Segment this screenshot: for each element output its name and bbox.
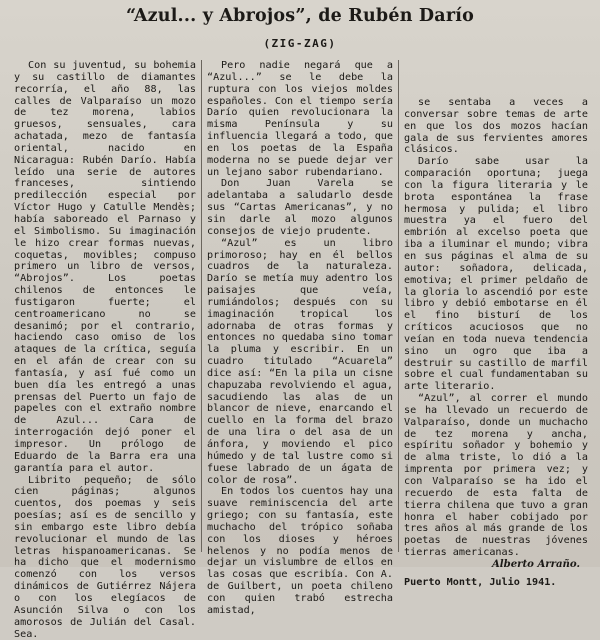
paragraph: En todos los cuentos hay una suave reminiscencia del arte griego; con su fantasía, este muchacho del trópico soñaba con los dioses y héroes helenos y no podía menos de dejar un vislumbre de ellos en las cosas que escribía. Con A. de Guilbert, un poeta chileno con quien trabó estrecha amistad, (207, 486, 393, 616)
column-divider (398, 60, 399, 552)
dateline: Puerto Montt, Julio 1941. (404, 576, 557, 588)
paragraph: Pero nadie negará que a “Azul...” se le debe la ruptura con los viejos moldes españoles. Con el tiempo sería Darío quien revolucionara la misma Península y su influencia llegará a todo, que en los poetas de la España moderna no se puede dejar ver un lejano sabor rubendariano. (207, 60, 393, 178)
column-divider (201, 60, 202, 552)
paragraph: Darío sabe usar la comparación oportuna; juega con la figura literaria y le brota espontánea la frase hermosa y pulida; el libro muestra ya el fuero del embrión al excelso poeta que iba a iluminar el mundo; vibra en sus páginas el alma de su autor: soñadora, delicada, emotiva; el primer peldaño de la gloria lo ascendió por este libro y debió embotarse en él el fino bisturí de los críticos acuciosos que no veían en toda nueva tendencia sino un ogro que iba a destruir su castillo de marfil sobre el cual fundamentaban su arte literario. (404, 156, 588, 393)
column-2 (207, 60, 393, 616)
column-1 (14, 60, 196, 640)
paragraph: “Azul” es un libro primoroso; hay en él bellos cuadros de la naturaleza. Darío se metía muy adentro los paisajes que veía, rumiándolos; después con su imaginación tropical los adornaba de otras formas y entonces no quedaba sino tomar la pluma y escribir. En un cuadro titulado “Acuarela” dice así: “En la pila un cisne chapuzaba revolviendo el agua, sacudiendo las alas de un blancor de nieve, enarcando el cuello en la forma del brazo de una lira o del asa de un ánfora, y moviendo el pico húmedo y de tal lustre como si fuese labrado de un ágata de color de rosa”. (207, 237, 393, 486)
paragraph: Con su juventud, su bohemia y su castillo de diamantes recorría, el año 88, las calles de Valparaíso un mozo de tez morena, labios gruesos, sensuales, cara achatada, mezo de fantasía oriental, nacido en Nicaragua: Rubén Darío. Había leído una serie de autores franceses, sintiendo predilección especial por Víctor Hugo y Catulle Mendès; había saboreado el Parnaso y el Simbolismo. Su imaginación le hizo crear formas nuevas, coquetas, movibles; compuso primero un libro de versos, “Abrojos”. Los poetas chilenos de entonces le fustigaron fuerte; el centroamericano no se desanimó; por el contrario, haciendo caso omiso de los ataques de la crítica, seguía en el afán de crear con su fantasía, y así fué como un buen día les entregó a unas prensas del Puerto un fajo de papeles con el extraño nombre de Azul... Cara de interrogación dejó poner el impresor. Un prólogo de Eduardo de la Barra era una garantía para el autor. (14, 60, 196, 474)
paragraph: “Azul”, al correr el mundo se ha llevado un recuerdo de Valparaíso, donde un muchacho de tez morena y ancha, espíritu soñador y bohemio y de alma triste, lo dió a la imprenta por primera vez; y con Valparaíso se ha ido el recuerdo de esta falta de tierra chilena que tuvo a gran honra el haber cobijado por tres años al más grande de los poetas de nuestras jóvenes tierras americanas. (404, 393, 588, 559)
author-signature: Alberto Arraño. (491, 557, 580, 570)
paragraph: Don Juan Varela se adelantaba a saludarlo desde sus “Cartas Americanas”, y no sin darle al mozo algunos consejos de viejo prudente. (207, 178, 393, 237)
article-title: “Azul... y Abrojos”, de Rubén Darío (126, 6, 474, 26)
article-source: (ZIG-ZAG) (263, 37, 337, 50)
paragraph: Librito pequeño; de sólo cien páginas; algunos cuentos, dos poemas y seis poesías; así es de sencillo y sin embargo este libro debía revolucionar el mundo de las letras hispanoamericanas. Se ha dicho que el modernismo comenzó con los versos dinámicos de Gutiérrez Nájera o con los elegíacos de Asunción Silva o con los amorosos de Julián del Casal. Sea. (14, 474, 196, 640)
paragraph: se sentaba a veces a conversar sobre temas de arte en que los dos mozos hacían gala de sus fervientes amores clásicos. (404, 97, 588, 156)
column-3 (404, 97, 588, 588)
